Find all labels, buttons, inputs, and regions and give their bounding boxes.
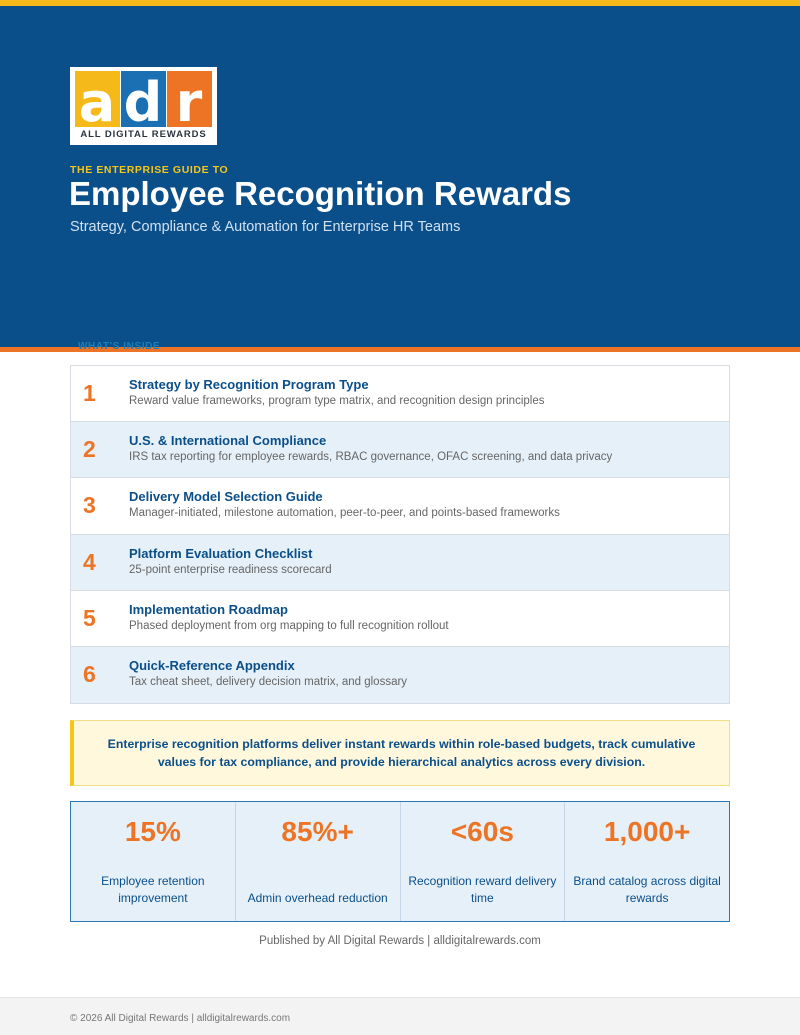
toc-item-number: 6 — [83, 660, 96, 687]
toc-item-number: 1 — [83, 380, 96, 406]
footer-copyright: © 2026 All Digital Rewards | alldigitalrewards.com — [70, 1013, 291, 1024]
stat-value: 85%+ — [281, 816, 354, 847]
stat-value: 1,000+ — [603, 816, 691, 847]
page-subtitle: Strategy, Compliance & Automation for Enterprise HR Teams — [70, 219, 461, 235]
adr-logo-mark — [75, 71, 212, 127]
toc-item-title: Delivery Model Selection Guide — [129, 489, 323, 505]
stat-label: Employee retention improvement — [101, 874, 205, 905]
toc-item — [71, 535, 729, 591]
page-footer — [0, 997, 800, 1035]
toc-item-description: 25-point enterprise readiness scorecard — [129, 563, 332, 576]
stat-card — [565, 802, 729, 921]
toc-item — [71, 366, 729, 422]
hero-eyebrow: THE ENTERPRISE GUIDE TO — [70, 164, 229, 176]
logo-tagline: ALL DIGITAL REWARDS — [80, 129, 207, 140]
stat-value: 15% — [124, 816, 181, 847]
stat-card — [71, 802, 236, 921]
toc-item-title: Quick-Reference Appendix — [129, 657, 295, 673]
stat-card — [401, 802, 566, 921]
stat-label: Brand catalog across digital rewards — [573, 874, 721, 905]
toc-item-number: 5 — [83, 604, 96, 631]
toc-item — [71, 478, 729, 534]
stat-label: Admin overhead reduction — [247, 891, 388, 905]
toc-item — [71, 591, 729, 647]
table-of-contents — [70, 365, 730, 704]
svg-text:a: a — [78, 71, 116, 127]
callout-box — [70, 720, 730, 786]
toc-item-number: 2 — [83, 436, 96, 463]
toc-item-title: Platform Evaluation Checklist — [129, 545, 313, 561]
svg-text:r: r — [175, 71, 203, 127]
toc-item-description: Reward value frameworks, program type matrix, and recognition design principles — [129, 395, 545, 407]
toc-item-number: 4 — [83, 548, 96, 575]
toc-item — [71, 422, 729, 478]
callout-text: Enterprise recognition platforms deliver instant rewards within role-based budgets, track cumulative values for tax compliance, and provide hierarchical analytics across every division. — [107, 737, 696, 769]
stat-value: <60s — [450, 816, 514, 847]
toc-item-description: Tax cheat sheet, delivery decision matrix, and glossary — [129, 675, 408, 688]
toc-item-number: 3 — [83, 492, 96, 519]
stat-card — [236, 802, 401, 921]
toc-item-description: Manager-initiated, milestone automation, peer-to-peer, and points-based frameworks — [129, 507, 560, 520]
toc-item-title: Strategy by Recognition Program Type — [129, 377, 369, 392]
published-by-line: Published by All Digital Rewards | alldigitalrewards.com — [259, 935, 541, 947]
adr-logo — [70, 67, 217, 145]
toc-item-title: Implementation Roadmap — [129, 601, 288, 617]
toc-item-description: IRS tax reporting for employee rewards, RBAC governance, OFAC screening, and data privacy — [129, 451, 613, 464]
toc-item-description: Phased deployment from org mapping to full recognition rollout — [129, 619, 449, 632]
stats-panel — [70, 801, 730, 922]
whats-inside-label: WHAT'S INSIDE — [78, 341, 161, 352]
stat-label: Recognition reward delivery time — [408, 874, 557, 905]
toc-item-title: U.S. & International Compliance — [129, 433, 327, 449]
svg-text:d: d — [123, 71, 163, 127]
page-title: Employee Recognition Rewards — [69, 175, 572, 212]
toc-item — [71, 647, 729, 703]
